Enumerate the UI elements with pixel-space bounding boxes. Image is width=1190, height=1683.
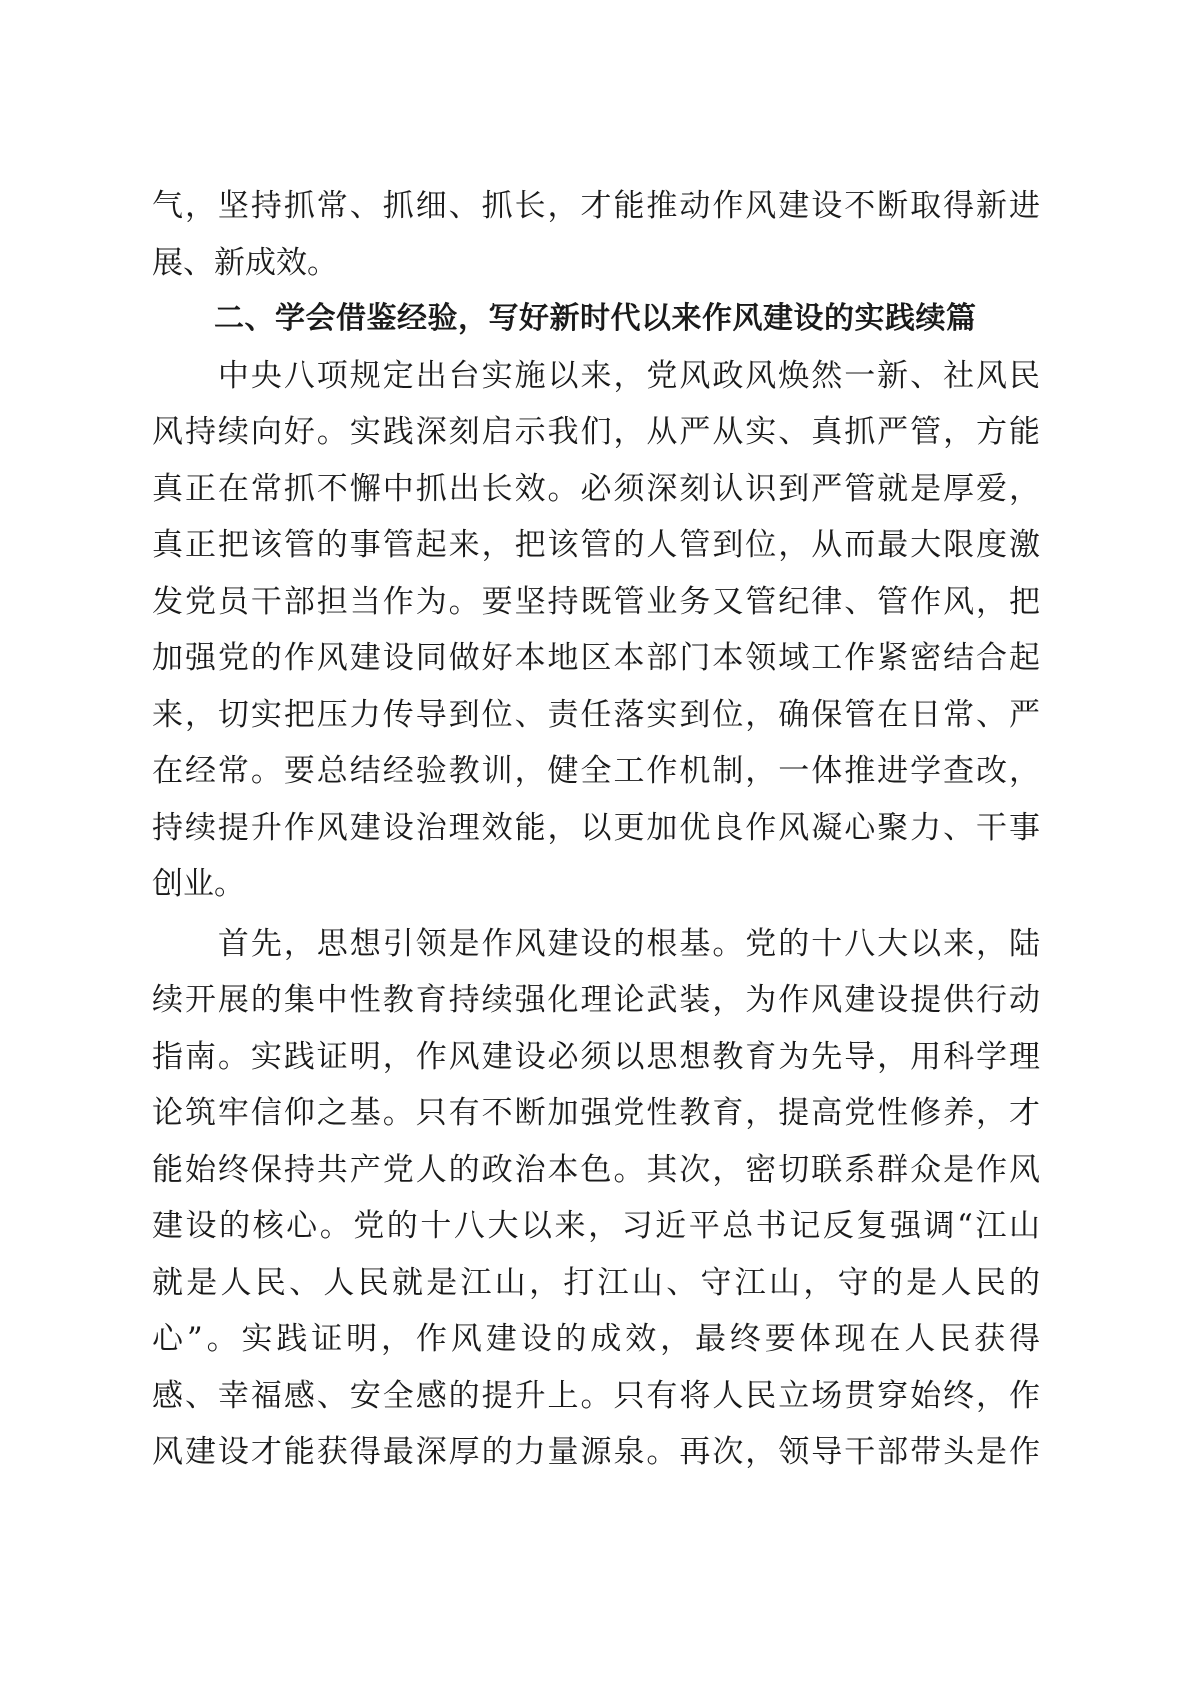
- text-line: 心”。实践证明，作风建设的成效，最终要体现在人民获得: [152, 1321, 1040, 1357]
- text-line: 真正在常抓不懈中抓出长效。必须深刻认识到严管就是厚爱，: [152, 470, 1040, 507]
- text-line: 就是人民、人民就是江山，打江山、守江山，守的是人民的: [152, 1264, 1040, 1301]
- text-line: 在经常。要总结经验教训，健全工作机制，一体推进学查改，: [152, 753, 1040, 789]
- text-line: 发党员干部担当作为。要坚持既管业务又管纪律、管作风，把: [152, 583, 1040, 620]
- text-line: 加强党的作风建设同做好本地区本部门本领域工作紧密结合起: [152, 640, 1040, 676]
- text-line: 气，坚持抓常、抓细、抓长，才能推动作风建设不断取得新进: [152, 188, 1040, 224]
- text-line: 持续提升作风建设治理效能，以更加优良作风凝心聚力、干事: [152, 809, 1040, 846]
- text-line: 风建设才能获得最深厚的力量源泉。再次，领导干部带头是作: [152, 1434, 1040, 1470]
- document-body: [152, 178, 1040, 1481]
- text-line: 能始终保持共产党人的政治本色。其次，密切联系群众是作风: [152, 1151, 1040, 1188]
- paragraph-strict-management: [152, 348, 1040, 913]
- text-line: 真正把该管的事管起来，把该管的人管到位，从而最大限度激: [152, 527, 1040, 563]
- text-line: 中央八项规定出台实施以来，党风政风焕然一新、社风民: [152, 357, 1040, 394]
- text-line: 创业。: [152, 866, 245, 902]
- text-line: 来，切实把压力传导到位、责任落实到位，确保管在日常、严: [152, 696, 1040, 733]
- text-line: 展、新成效。: [152, 244, 338, 281]
- text-line: 感、幸福感、安全感的提升上。只有将人民立场贯穿始终，作: [152, 1377, 1040, 1414]
- text-line: 论筑牢信仰之基。只有不断加强党性教育，提高党性修养，才: [152, 1095, 1040, 1131]
- section-heading: 二、学会借鉴经验，写好新时代以来作风建设的实践续篇: [214, 301, 977, 336]
- continuation-paragraph: [152, 178, 1040, 291]
- paragraph-foundations: [152, 916, 1040, 1481]
- text-line: 首先，思想引领是作风建设的根基。党的十八大以来，陆: [152, 925, 1040, 962]
- text-line: 续开展的集中性教育持续强化理论武装，为作风建设提供行动: [152, 982, 1040, 1018]
- text-line: 建设的核心。党的十八大以来，习近平总书记反复强调“江山: [152, 1208, 1040, 1244]
- text-line: 指南。实践证明，作风建设必须以思想教育为先导，用科学理: [152, 1038, 1040, 1075]
- text-line: 风持续向好。实践深刻启示我们，从严从实、真抓严管，方能: [152, 414, 1040, 450]
